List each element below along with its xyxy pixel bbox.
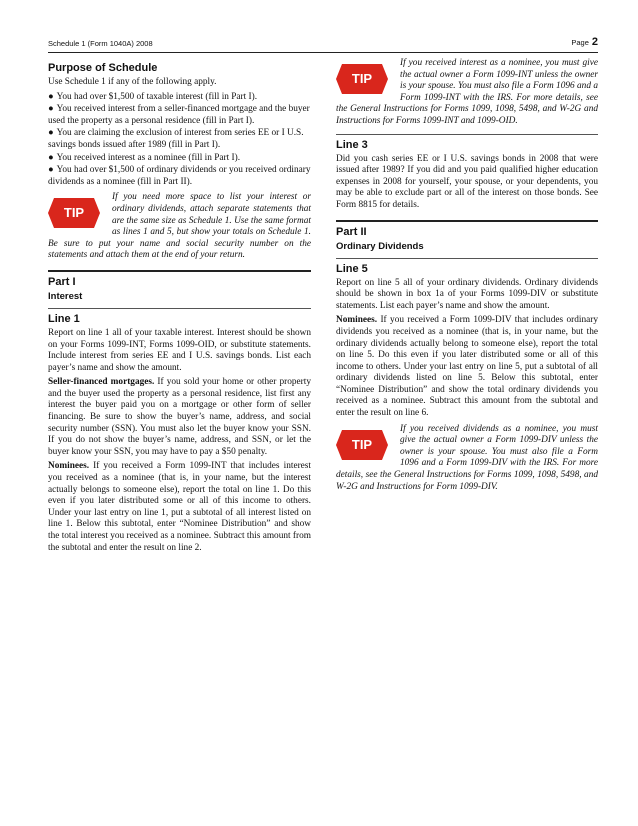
tip-text: If you received interest as a nominee, you must give the actual owner a Form 1099-INT unless the owner is your spouse. You must also file a Form 1096 and a Form 1099-INT with the IRS. For more details, see the General Instructions for Forms 1099, 1098, 5498, and W-2G and Instructions for Forms 1099-INT and 1099-OID. — [336, 58, 598, 126]
part2-title: Part II — [336, 225, 367, 238]
purpose-title: Purpose of Schedule — [48, 62, 158, 74]
page-number: 2 — [591, 36, 598, 48]
nominees-paragraph: Nominees. If you received a Form 1099-INT that includes interest you received as a nominee (that is, in your name, but the interest actually belongs to someone else), report the total on line 1. Do this even if you later distributed some or all of this income to others. Under your last entry on line 1, put a subtotal of all interest listed on line 1. Below this subtotal, enter “Nominee Distribution” and show the total interest you received as a nominee. Subtract this amount from the subtotal and enter the result on line 2. — [48, 461, 311, 553]
tip-icon: TIP — [336, 64, 388, 94]
right-column — [336, 56, 598, 497]
purpose-bullet: ● You had over $1,500 of taxable interest (fill in Part I). — [48, 91, 258, 102]
line3-title: Line 3 — [336, 138, 368, 151]
line1-text: Report on line 1 all of your taxable interest. Interest should be shown on your Forms 1099-INT, Forms 1099-OID, or substitute statements. Include interest from series EE and I U.S. savings bonds. List each payer’s name and show the amount. — [48, 327, 311, 373]
line5-title: Line 5 — [336, 262, 368, 275]
purpose-intro: Use Schedule 1 if any of the following apply. — [48, 77, 217, 87]
purpose-bullet: ● You received interest as a nominee (fill in Part I). — [48, 152, 241, 163]
line-divider — [336, 134, 598, 135]
nominees-paragraph: Nominees. If you received a Form 1099-DIV that includes ordinary dividends you received as a nominee (that is, in your name, but the ordinary dividends actually belong to someone else), report the total on line 5. Do this even if you later distributed some or all of this income to others. Under your last entry on line 5, put a subtotal of all ordinary dividends listed on line 5. Below this subtotal, enter “Nominee Distribution” and show the total ordinary dividends you received as a nominee. Subtract this amount from the subtotal and enter the result on line 6. — [336, 315, 598, 419]
seller-financed-paragraph: Seller-financed mortgages. If you sold your home or other property and the buyer used the property as a personal residence, list first any interest the buyer paid you on a mortgage or other form of seller financing. Be sure to show the buyer’s name, address, and social security number (SSN). You must also let the buyer know your SSN. If you do not show the buyer’s name, address, and SSN, or let the buyer know your SSN, you may have to pay a $50 penalty. — [48, 377, 311, 457]
purpose-bullet: ● You are claiming the exclusion of interest from series EE or I U.S. savings bonds issued after 1989 (fill in Part I). — [48, 128, 304, 150]
line5-text: Report on line 5 all of your ordinary dividends. Ordinary dividends should be shown in box 1a of your Forms 1099-DIV or substitute statements. List each payer’s name and show the amount. — [336, 277, 598, 311]
left-column — [48, 56, 311, 557]
line-divider — [48, 308, 311, 309]
form-title: Schedule 1 (Form 1040A) 2008 — [48, 39, 153, 48]
tip-text: If you received dividends as a nominee, you must give the actual owner a Form 1099-DIV unless the owner is your spouse. You must also file a Form 1096 and a Form 1099-DIV with the IRS. For more details, see the General Instructions for Forms 1099, 1098, 5498, and W-2G and Instructions for Form 1099-DIV. — [336, 423, 598, 492]
tip-box — [48, 192, 311, 262]
section-divider — [336, 220, 598, 222]
purpose-bullet: ● You received interest from a seller-financed mortgage and the buyer used the property as a personal residence (fill in Part I). — [48, 104, 310, 126]
tip-icon: TIP — [48, 198, 100, 228]
line1-title: Line 1 — [48, 312, 80, 325]
section-divider — [48, 270, 311, 272]
part1-subtitle: Interest — [48, 290, 83, 302]
page-header — [48, 38, 598, 53]
tip-text: If you need more space to list your interest or ordinary dividends, attach separate statements that are the same size as Schedule 1. Use the same format as lines 1 and 5, but show your totals on Schedule 1. Be sure to put your name and social security number on the statements and attach them at the end of your return. — [48, 192, 311, 261]
tip-icon: TIP — [336, 430, 388, 460]
tip-box — [336, 424, 598, 494]
line3-text: Did you cash series EE or I U.S. savings bonds in 2008 that were issued after 1989? If you did and you paid qualified higher education expenses in 2008 for yourself, your spouse, or your dependents, you may be able to exclude part or all of the interest on those bonds. See Form 8815 for details. — [336, 153, 598, 210]
page-indicator: Page 2 — [571, 36, 598, 48]
part2-subtitle: Ordinary Dividends — [336, 240, 424, 252]
tip-box — [336, 58, 598, 128]
line-divider — [336, 258, 598, 259]
purpose-bullet: ● You had over $1,500 of ordinary dividends or you received ordinary dividends as a nominee (fill in Part II). — [48, 165, 311, 187]
part1-title: Part I — [48, 275, 76, 288]
